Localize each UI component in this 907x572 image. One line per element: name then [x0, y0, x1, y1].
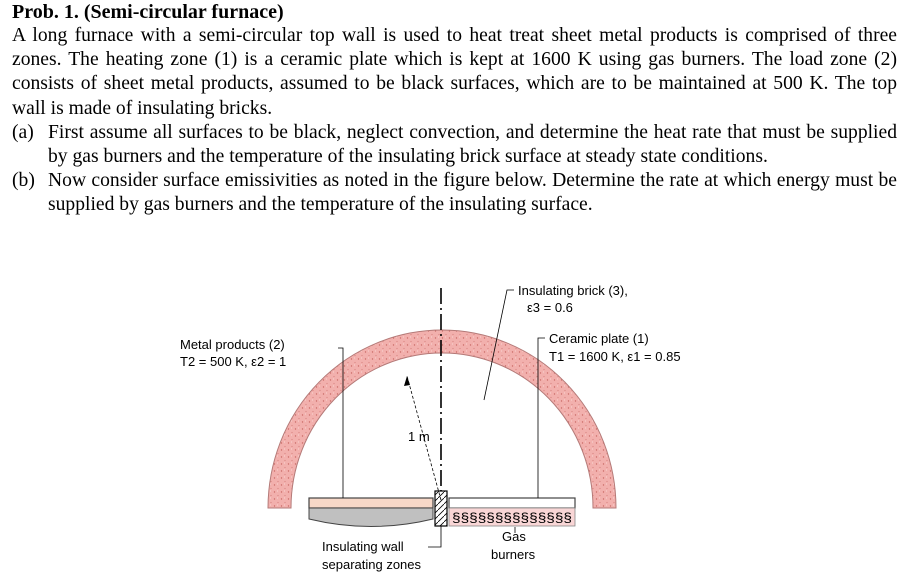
metal-label: Metal products (2) [180, 337, 285, 352]
part-a-text: First assume all surfaces to be black, neglect convection, and determine the heat rate that must be supplied by gas burners and the temperature of the insulating brick surface at steady state conditions. [48, 121, 897, 168]
metal-products-plate [309, 498, 433, 508]
part-a-marker: (a) [12, 121, 34, 143]
problem-title: Prob. 1. (Semi-circular furnace) [12, 1, 284, 23]
ceramic-properties: T1 = 1600 K, ε1 = 0.85 [549, 349, 681, 364]
metal-properties: T2 = 500 K, ε2 = 1 [180, 354, 287, 369]
part-b-marker: (b) [12, 170, 35, 192]
gas-label-line1: Gas [502, 529, 526, 544]
ceramic-plate [449, 498, 575, 508]
wall-leader-line [428, 526, 441, 547]
problem-intro: A long furnace with a semi-circular top wall is used to heat treat sheet metal products is comprised of three zones. The heating zone (1) is a ceramic plate which is kept at 1600 K using gas burners. The load zone (2) consists of sheet metal products, assumed to be black surfaces, which are to be maintained at 500 K. The top wall is made of insulating bricks. [12, 25, 897, 119]
separating-wall [435, 491, 447, 526]
brick-label: Insulating brick (3), [518, 283, 628, 298]
part-b [12, 169, 897, 217]
brick-emissivity: ε3 = 0.6 [527, 300, 573, 315]
flame-icons: §§§§§§§§§§§§§§ [452, 510, 572, 525]
part-a [12, 121, 897, 169]
metal-products-base [309, 508, 433, 527]
gas-label-line2: burners [491, 547, 536, 562]
radius-label: 1 m [408, 429, 430, 444]
radius-arrow-head [404, 376, 410, 386]
wall-label-line1: Insulating wall [322, 539, 404, 554]
part-b-text: Now consider surface emissivities as noted in the figure below. Determine the rate at which energy must be supplied by gas burners and the temperature of the insulating surface. [48, 170, 897, 216]
ceramic-label: Ceramic plate (1) [549, 331, 649, 346]
problem-document [12, 0, 897, 218]
wall-label-line2: separating zones [322, 557, 422, 572]
furnace-figure [0, 270, 907, 572]
